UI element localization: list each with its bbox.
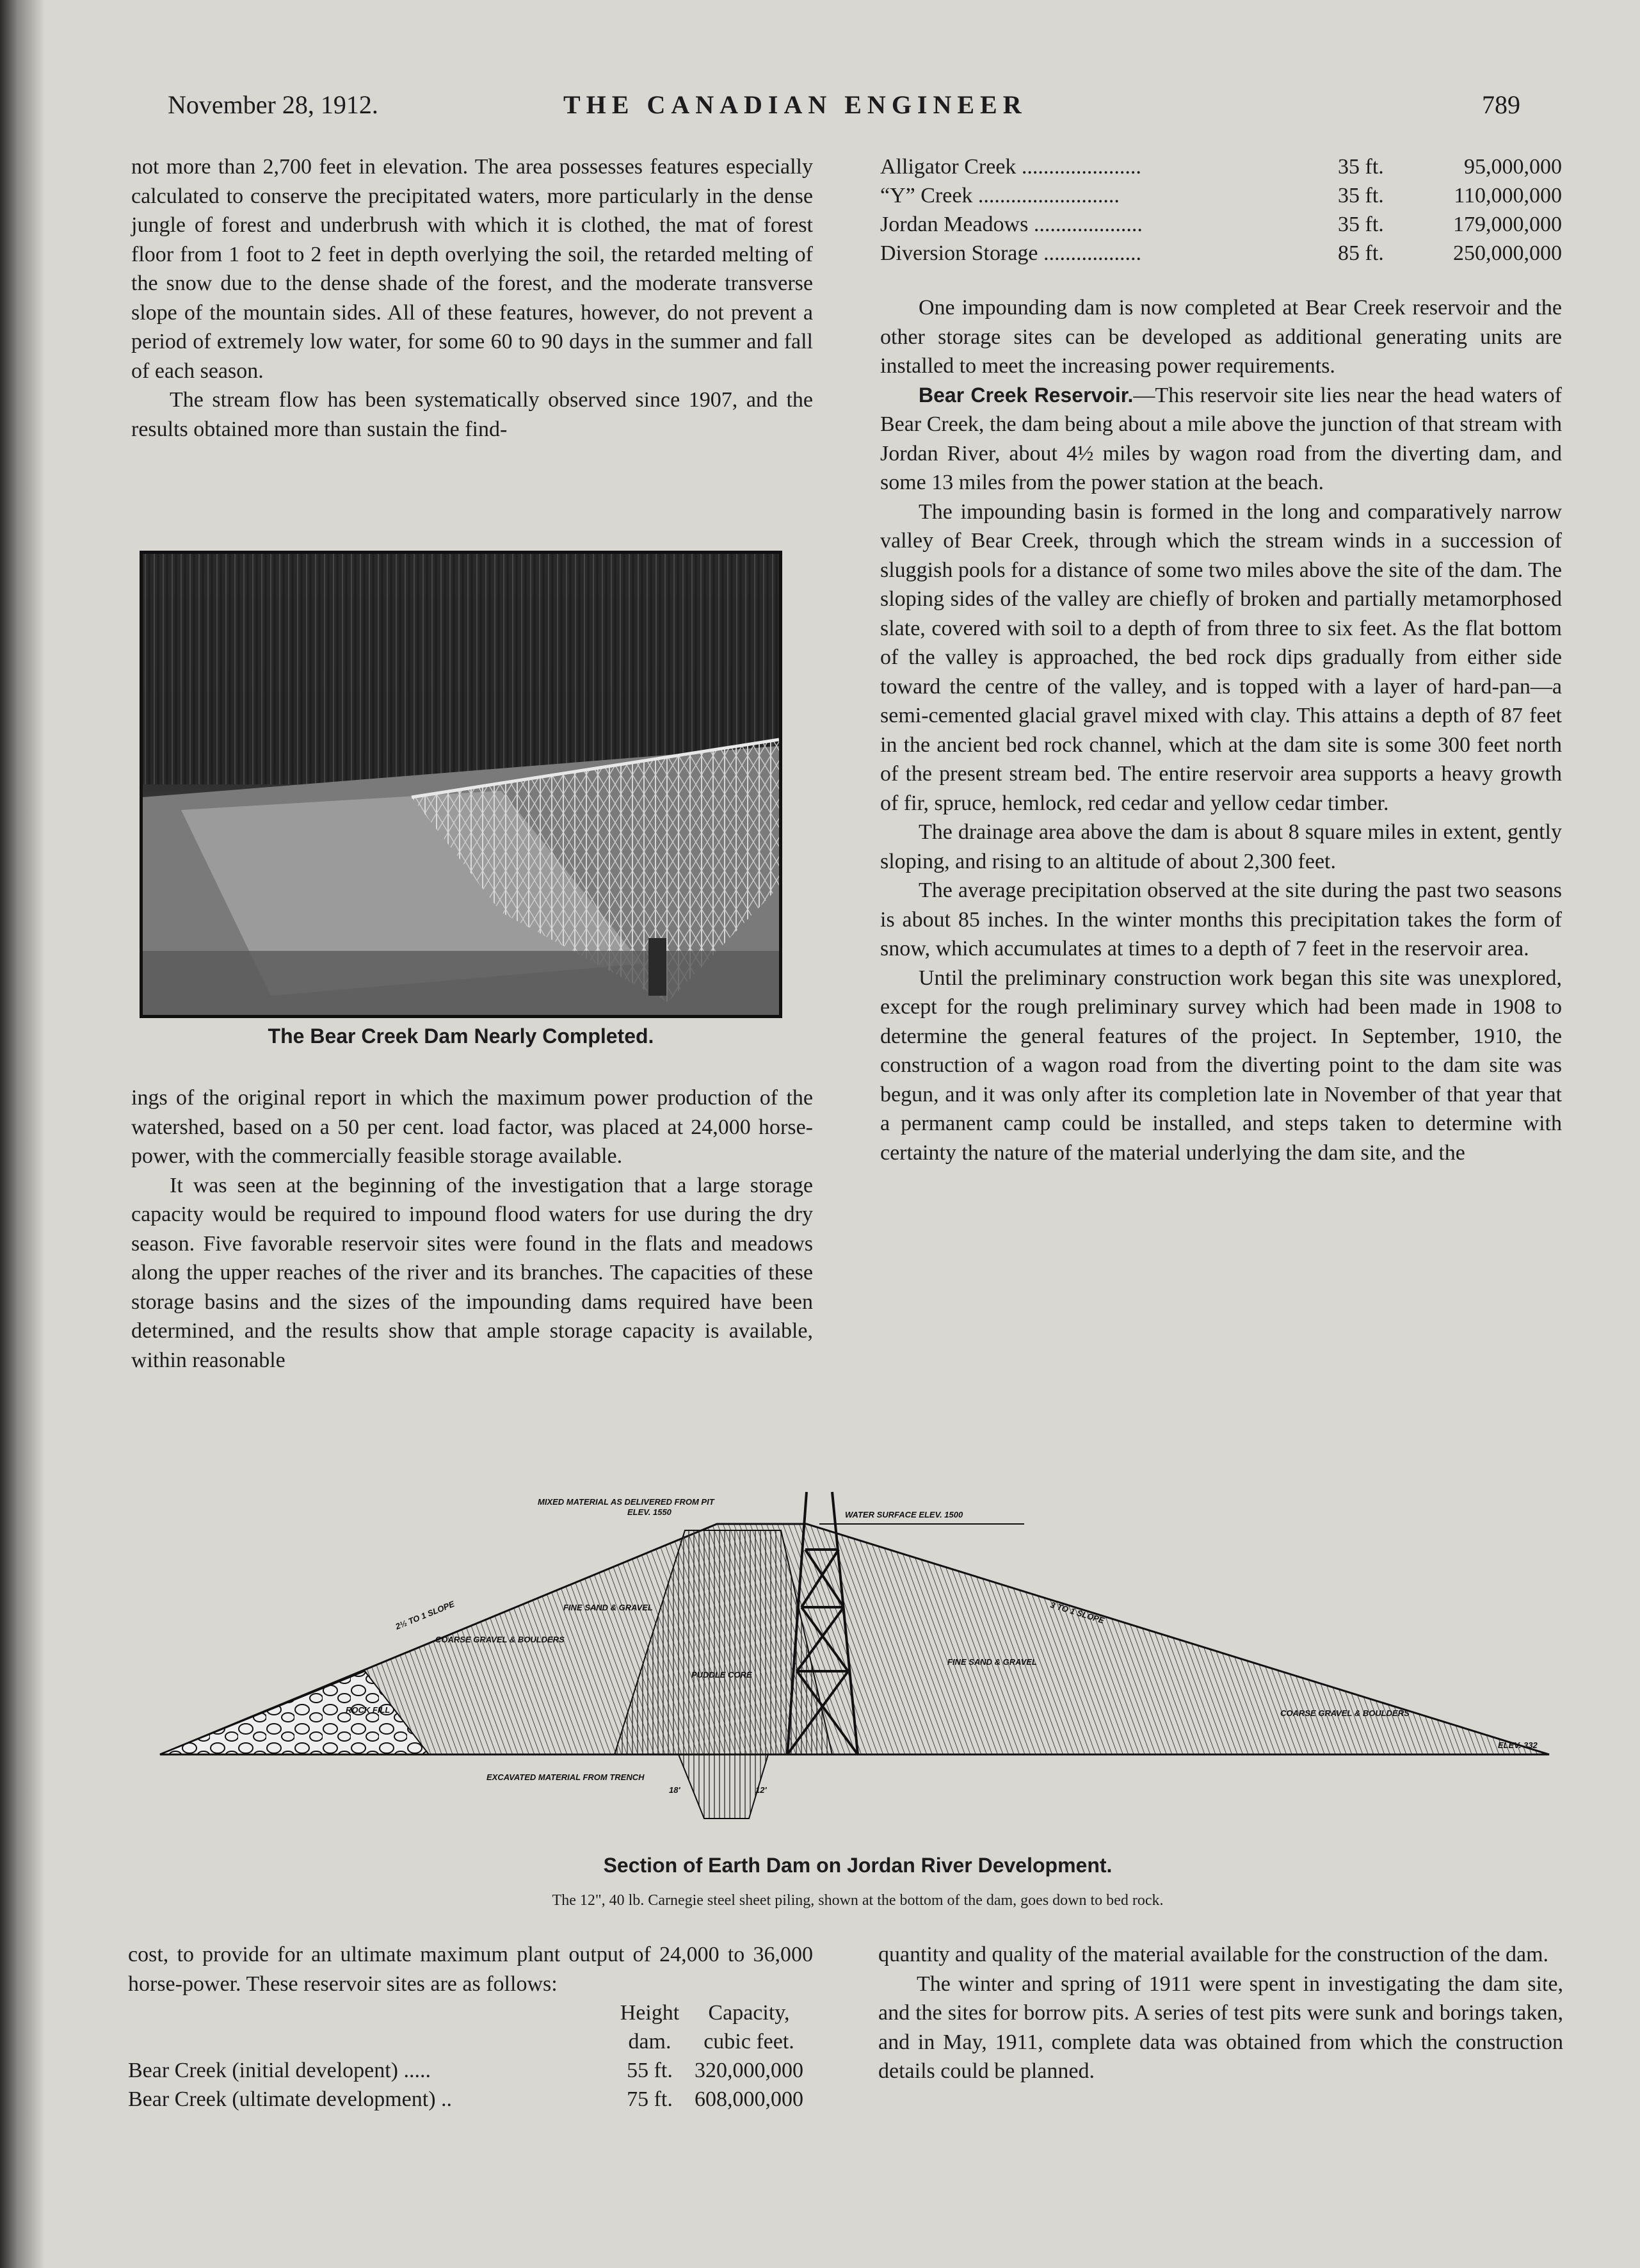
table-row — [880, 239, 1562, 268]
reservoir-table-continued — [880, 152, 1562, 268]
reservoir-height: 75 ft. — [627, 2087, 673, 2111]
reservoir-height: 55 ft. — [627, 2059, 673, 2082]
label-coarse-gravel-left: COARSE GRAVEL & BOULDERS — [435, 1635, 565, 1644]
label-excavated-material: EXCAVATED MATERIAL FROM TRENCH — [486, 1772, 645, 1782]
label-right-slope: 3 TO 1 SLOPE — [1049, 1600, 1105, 1626]
reservoir-name: Diversion Storage .................. — [880, 241, 1141, 265]
paragraph: ings of the original report in which the maximum power production of the watershed, based on a 50 per cent. load factor, was placed at 24,000 horse-power, with the commercially feasible storage available. — [131, 1086, 813, 1168]
label-mixed-material: MIXED MATERIAL AS DELIVERED FROM PIT — [538, 1497, 714, 1507]
label-elev-1550: ELEV. 1550 — [627, 1507, 671, 1517]
column-left-bottom — [128, 1940, 813, 2114]
paragraph: cost, to provide for an ultimate maximum plant output of 24,000 to 36,000 horse-power. These reservoir sites are as follows: — [128, 1943, 813, 1996]
column-header-capacity-unit: cubic feet. — [703, 2030, 794, 2053]
table-row — [880, 210, 1562, 239]
paragraph: quantity and quality of the material available for the construction of the dam. — [878, 1943, 1549, 1966]
label-fine-sand-right: FINE SAND & GRAVEL — [947, 1657, 1037, 1667]
page-header — [0, 90, 1640, 128]
photo-caption: The Bear Creek Dam Nearly Completed. — [268, 1025, 654, 1048]
reservoir-name: “Y” Creek .......................... — [880, 184, 1120, 207]
reservoir-height: 35 ft. — [1338, 213, 1384, 236]
paragraph — [880, 381, 1562, 498]
column-left-top — [131, 152, 813, 444]
reservoir-capacity: 110,000,000 — [1454, 184, 1562, 207]
binding-edge-shadow — [0, 0, 45, 2268]
reservoir-capacity: 95,000,000 — [1464, 155, 1562, 179]
label-puddle-core: PUDDLE CORE — [691, 1670, 752, 1680]
dam-section-diagram — [154, 1473, 1562, 1844]
diagram-caption: Section of Earth Dam on Jordan River Development. — [603, 1854, 1113, 1877]
earth-dam-cross-section — [154, 1473, 1562, 1844]
column-header-height: Height — [620, 2001, 680, 2025]
reservoir-name: Bear Creek (initial developent) ..... — [128, 2059, 431, 2082]
label-elev-right: ELEV. 332 — [1498, 1740, 1538, 1750]
paragraph-text: —This reservoir site lies near the head waters of Bear Creek, the dam being about a mile above the junction of that stream with Jordan River, about 4½ miles by wagon road from the diverting dam, and some 13 miles from the power station at the beach. — [880, 383, 1562, 494]
reservoir-name: Bear Creek (ultimate development) .. — [128, 2087, 453, 2111]
table-header-row — [128, 1998, 813, 2027]
label-fine-sand-left: FINE SAND & GRAVEL — [563, 1603, 653, 1612]
table-row — [128, 2056, 813, 2085]
column-header-height-unit: dam. — [628, 2030, 671, 2053]
paragraph: Until the preliminary construction work began this site was unexplored, except for the rough preliminary survey which had been made in 1908 to determine the general features of the project. In September, 1910, the construction of a wagon road from the diverting point to the dam site was begun, and it was only after its completion late in November of that year that a permanent camp could be installed, and steps taken to determine with certainty the nature of the material underlying the dam site, and the — [880, 966, 1562, 1165]
paragraph: One impounding dam is now completed at Bear Creek reservoir and the other storage sites can be developed as additional generating units are installed to meet the increasing power requirements. — [880, 296, 1562, 378]
paragraph: It was seen at the beginning of the investigation that a large storage capacity would be required to impound flood waters for use during the dry season. Five favorable reservoir sites were found in the flats and meadows along the upper reaches of the river and its branches. The capacities of these storage basins and the sizes of the impounding dams required have been determined, and the results show that ample storage capacity is available, within reasonable — [131, 1173, 813, 1372]
column-right-bottom — [878, 1940, 1563, 2086]
label-water-surface: WATER SURFACE ELEV. 1500 — [845, 1510, 963, 1519]
reservoir-capacity: 608,000,000 — [695, 2087, 803, 2111]
label-dimension-left: 18' — [669, 1785, 680, 1795]
paragraph: The impounding basin is formed in the long and comparatively narrow valley of Bear Creek, through which the stream winds in a succession of sluggish pools for a distance of some two miles above the site of the dam. The sloping sides of the valley are chiefly of broken and partially metamorphosed slate, covered with soil to a depth of from three to six feet. As the flat bottom of the valley is approached, the bed rock dips gradually from either side toward the centre of the valley, and is topped with a layer of hard-pan—a semi-cemented glacial gravel mixed with clay. This attains a depth of 87 feet in the ancient bed rock channel, which at the dam site is some 300 feet north of the present stream bed. The entire reservoir area supports a heavy growth of fir, spruce, hemlock, red cedar and yellow cedar timber. — [880, 499, 1562, 815]
reservoir-height: 85 ft. — [1338, 241, 1384, 265]
journal-title: THE CANADIAN ENGINEER — [563, 90, 1027, 119]
label-dimension-right: 12' — [755, 1785, 767, 1795]
diagram-subcaption: The 12", 40 lb. Carnegie steel sheet piling, shown at the bottom of the dam, goes down to bed rock. — [552, 1892, 1164, 1909]
reservoir-table — [128, 1998, 813, 2114]
header-date: November 28, 1912. — [168, 90, 378, 119]
reservoir-capacity: 179,000,000 — [1453, 213, 1562, 236]
reservoir-name: Alligator Creek ...................... — [880, 155, 1141, 179]
paragraph: The stream flow has been systematically observed since 1907, and the results obtained more than sustain the find- — [131, 388, 813, 441]
label-left-slope: 2½ TO 1 SLOPE — [394, 1599, 456, 1632]
paragraph: The drainage area above the dam is about 8 square miles in extent, gently sloping, and rising to an altitude of about 2,300 feet. — [880, 820, 1562, 873]
dam-photo-illustration — [143, 554, 779, 1015]
table-row — [880, 181, 1562, 210]
reservoir-height: 35 ft. — [1338, 155, 1384, 179]
column-left-middle — [131, 1083, 813, 1375]
reservoir-name: Jordan Meadows .................... — [880, 213, 1143, 236]
table-row — [128, 2085, 813, 2114]
reservoir-capacity: 320,000,000 — [695, 2059, 803, 2082]
section-heading: Bear Creek Reservoir. — [919, 383, 1134, 407]
paragraph: not more than 2,700 feet in elevation. The area possesses features especially calculated to conserve the precipitated waters, more particularly in the dense jungle of forest and underbrush with which it is clothed, the mat of forest floor from 1 foot to 2 feet in depth overlying the soil, the retarded melting of the snow due to the dense shade of the forest, and the moderate transverse slope of the mountain sides. All of these features, however, do not prevent a period of extremely low water, for some 60 to 90 days in the summer and fall of each season. — [131, 155, 813, 383]
dam-photograph — [140, 551, 782, 1018]
column-right-top — [880, 152, 1562, 1167]
label-coarse-gravel-right: COARSE GRAVEL & BOULDERS — [1280, 1708, 1410, 1718]
table-header-row — [128, 2027, 813, 2056]
reservoir-capacity: 250,000,000 — [1453, 241, 1562, 265]
column-header-capacity: Capacity, — [708, 2001, 790, 2025]
label-rock-fill: ROCK FILL — [346, 1705, 390, 1715]
table-row — [880, 152, 1562, 181]
reservoir-height: 35 ft. — [1338, 184, 1384, 207]
paragraph: The average precipitation observed at the site during the past two seasons is about 85 inches. In the winter months this precipitation takes the form of snow, which accumulates at times to a depth of 7 feet in the reservoir area. — [880, 879, 1562, 960]
page-number: 789 — [1482, 90, 1520, 119]
paragraph: The winter and spring of 1911 were spent in investigating the dam site, and the sites for borrow pits. A series of test pits were sunk and borings taken, and in May, 1911, complete data was obtained from which the construction details could be planned. — [878, 1972, 1563, 2083]
